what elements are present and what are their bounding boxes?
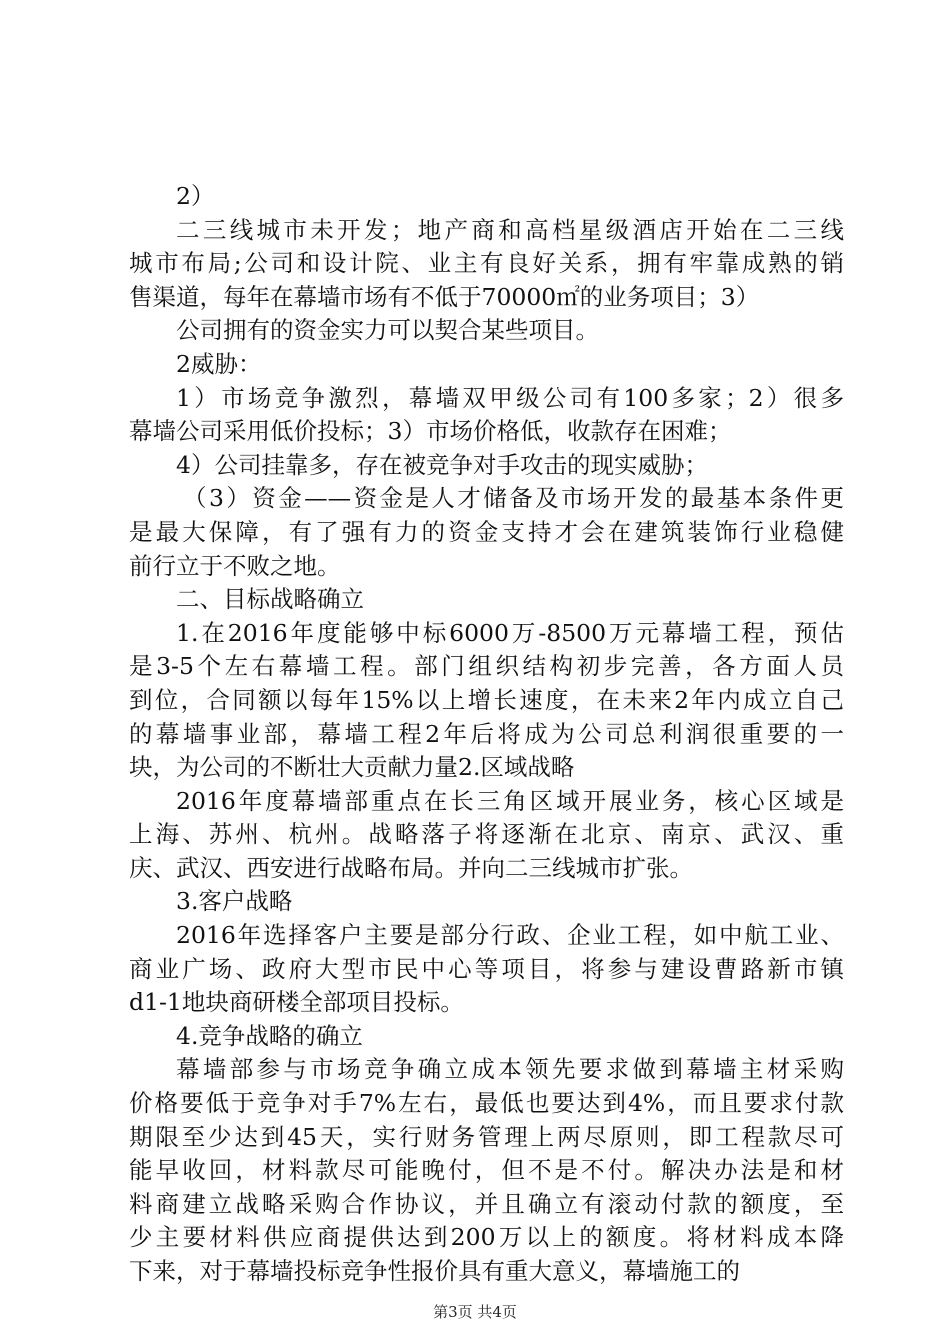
para-line: 期限至少达到45天，实行财务管理上两尽原则，即工程款尽可 xyxy=(129,1122,844,1151)
document-body xyxy=(129,180,844,1289)
para-line: 幕墙部参与市场竞争确立成本领先要求做到幕墙主材采购 xyxy=(176,1055,844,1084)
para-line: 4）公司挂靠多，存在被竞争对手攻击的现实威胁； xyxy=(176,450,708,479)
para-line: 1）市场竞争激烈，幕墙双甲级公司有100多家；2）很多 xyxy=(176,383,844,412)
para-line: 少主要材料供应商提供达到200万以上的额度。将材料成本降 xyxy=(129,1223,844,1252)
para-line: 价格要低于竞争对手7%左右，最低也要达到4%，而且要求付款 xyxy=(129,1089,844,1118)
para-line: 庆、武汉、西安进行战略布局。并向二三线城市扩张。 xyxy=(129,853,693,882)
page-footer: 第3页 共4页 xyxy=(433,1303,517,1321)
para-line: 2016年度幕墙部重点在长三角区域开展业务，核心区域是 xyxy=(176,786,844,815)
para-line: 到位，合同额以每年15%以上增长速度，在未来2年内成立自己 xyxy=(129,685,844,714)
para-line: 2016年选择客户主要是部分行政、企业工程，如中航工业、 xyxy=(176,921,844,950)
para-line: d1-1地块商研楼全部项目投标。 xyxy=(129,988,464,1017)
para-line: 幕墙公司采用低价投标；3）市场价格低，收款存在困难； xyxy=(129,417,732,446)
para-line: 下来，对于幕墙投标竞争性报价具有重大意义，幕墙施工的 xyxy=(129,1257,740,1285)
item-2-number: 2） xyxy=(176,182,215,210)
para-line: 料商建立战略采购合作协议，并且确立有滚动付款的额度，至 xyxy=(129,1189,844,1218)
para-line: 售渠道，每年在幕墙市场有不低于70000㎡的业务项目；3） xyxy=(129,282,760,311)
para-line: 公司拥有的资金实力可以契合某些项目。 xyxy=(176,316,599,345)
section-heading-target-strategy: 二、目标战略确立 xyxy=(176,585,364,614)
section-heading-threats: 2威胁： xyxy=(176,349,262,378)
section-heading-customer-strategy: 3.客户战略 xyxy=(176,887,293,916)
para-line: 前行立于不败之地。 xyxy=(129,551,341,580)
para-line: 城市布局;公司和设计院、业主有良好关系，拥有牢靠成熟的销 xyxy=(129,249,844,278)
section-heading-competition-strategy: 4.竞争战略的确立 xyxy=(176,1021,363,1050)
para-line: 上海、苏州、杭州。战略落子将逐渐在北京、南京、武汉、重 xyxy=(129,820,844,849)
para-line: 是3-5个左右幕墙工程。部门组织结构初步完善，各方面人员 xyxy=(129,652,844,681)
para-line: 二三线城市未开发；地产商和高档星级酒店开始在二三线 xyxy=(176,215,844,244)
para-line: 1.在2016年度能够中标6000万-8500万元幕墙工程，预估 xyxy=(176,618,844,647)
para-line: （3）资金——资金是人才储备及市场开发的最基本条件更 xyxy=(183,484,844,513)
para-line: 的幕墙事业部，幕墙工程2年后将成为公司总利润很重要的一 xyxy=(129,719,844,748)
para-line: 块，为公司的不断壮大贡献力量2.区域战略 xyxy=(129,753,575,782)
para-line: 商业广场、政府大型市民中心等项目，将参与建设曹路新市镇 xyxy=(129,954,844,983)
para-line: 能早收回，材料款尽可能晚付，但不是不付。解决办法是和材 xyxy=(129,1156,844,1185)
para-line: 是最大保障，有了强有力的资金支持才会在建筑装饰行业稳健 xyxy=(129,517,844,546)
